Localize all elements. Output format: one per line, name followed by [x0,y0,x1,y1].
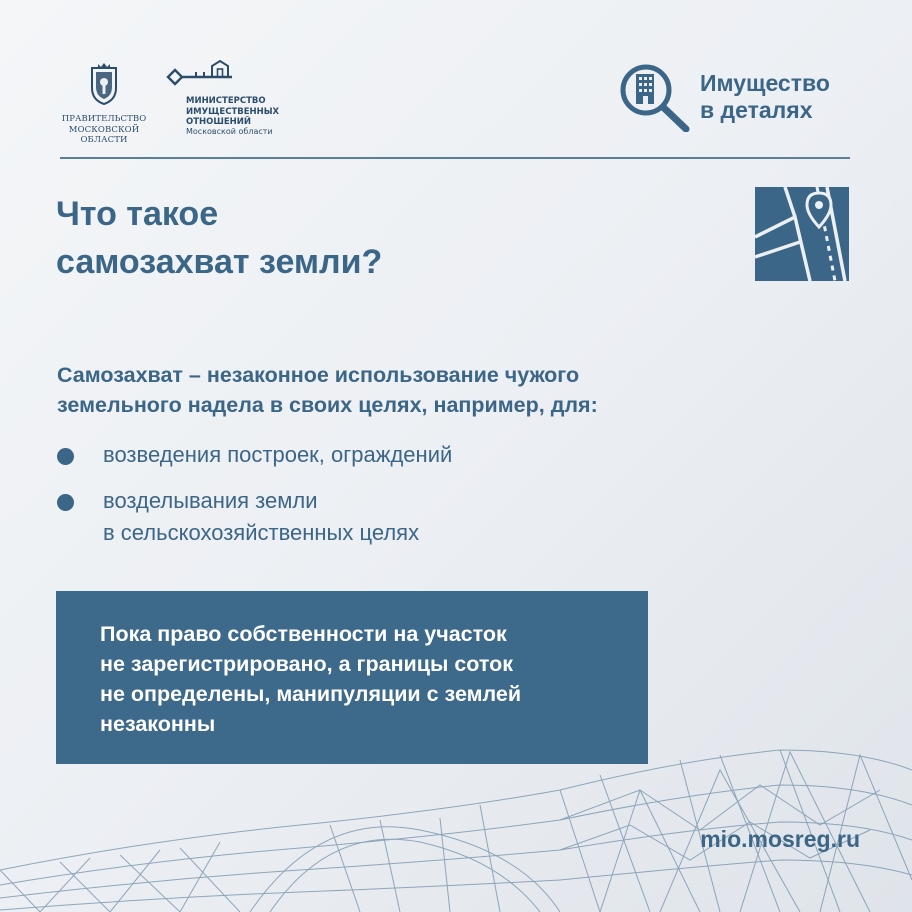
government-logo-text: ПРАВИТЕЛЬСТВО МОСКОВСКОЙ ОБЛАСТИ [61,114,147,145]
ministry-logo-subtext: Московской области [186,127,273,136]
bullet-text: возделывания земли в сельскохозяйственных целях [103,488,420,545]
ministry-logo [166,60,280,136]
brand-title-line2: в деталях [700,97,813,123]
ministry-logo-text: МИНИСТЕРСТВО ИМУЩЕСТВЕННЫХ ОТНОШЕНИЙ [186,96,280,127]
brand-title-line1: Имущество [700,70,830,96]
coat-of-arms-icon [86,62,122,106]
header-divider [60,157,850,159]
definition-text: Самозахват – незаконное использование чужого земельного надела в своих целях, например, для: [57,363,598,417]
wireframe-mesh-decoration [0,730,912,912]
bullet-text: возведения построек, ограждений [103,442,453,467]
government-logo [60,62,148,146]
bullet-dot-icon [57,494,74,511]
magnifier-building-icon [616,62,690,132]
page-title [56,190,656,286]
brand-title [700,70,870,124]
map-pin-icon [755,187,849,281]
page-title-line2: самозахват земли? [56,243,383,281]
bullet-dot-icon [57,448,74,465]
website-link[interactable]: mio.mosreg.ru [700,826,860,852]
page-title-line1: Что такое [56,195,219,233]
bullet-list [57,439,757,563]
key-house-icon [166,60,236,94]
list-item [57,439,757,471]
list-item [57,485,757,549]
highlight-text: Пока право собственности на участок не зарегистрировано, а границы соток не определены, манипуляции с землей незаконны [100,622,522,736]
